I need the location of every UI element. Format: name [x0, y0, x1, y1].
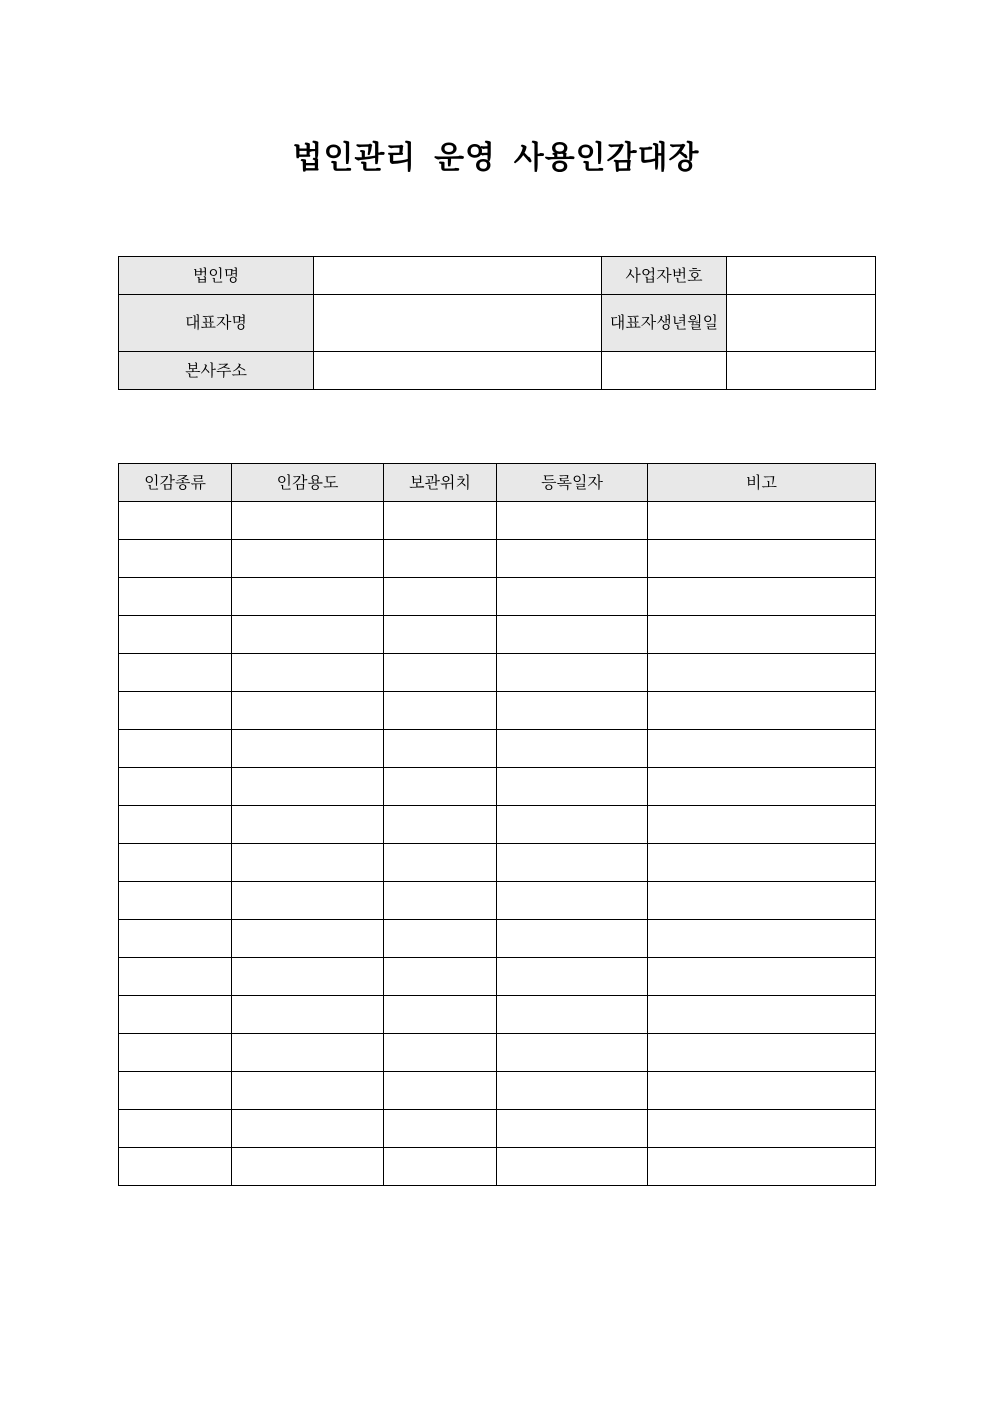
table-row [119, 844, 876, 882]
seal-purpose-cell[interactable] [232, 578, 384, 616]
storage-location-cell[interactable] [384, 920, 497, 958]
registration-date-cell[interactable] [497, 692, 648, 730]
rep-name-field[interactable] [314, 295, 602, 352]
registration-date-cell[interactable] [497, 1110, 648, 1148]
seal-type-cell[interactable] [119, 996, 232, 1034]
blank-cell[interactable] [602, 352, 727, 390]
seal-type-cell[interactable] [119, 1110, 232, 1148]
registration-date-cell[interactable] [497, 578, 648, 616]
registration-date-cell[interactable] [497, 654, 648, 692]
remarks-cell[interactable] [648, 502, 876, 540]
registration-date-cell[interactable] [497, 730, 648, 768]
seal-type-cell[interactable] [119, 692, 232, 730]
remarks-cell[interactable] [648, 1072, 876, 1110]
seal-type-cell[interactable] [119, 578, 232, 616]
storage-location-cell[interactable] [384, 958, 497, 996]
seal-type-cell[interactable] [119, 768, 232, 806]
table-row [119, 1072, 876, 1110]
seal-type-cell[interactable] [119, 806, 232, 844]
seal-purpose-cell[interactable] [232, 996, 384, 1034]
storage-location-cell[interactable] [384, 882, 497, 920]
seal-type-cell[interactable] [119, 654, 232, 692]
table-row [119, 920, 876, 958]
seal-type-cell[interactable] [119, 1034, 232, 1072]
ledger-body [119, 502, 876, 1186]
seal-ledger-table [118, 463, 876, 1186]
seal-purpose-cell[interactable] [232, 692, 384, 730]
registration-date-cell[interactable] [497, 768, 648, 806]
document-title: 법인관리 운영 사용인감대장 [292, 140, 700, 176]
remarks-cell[interactable] [648, 882, 876, 920]
column-header-seal-purpose: 인감용도 [232, 464, 384, 502]
table-row [119, 1034, 876, 1072]
table-row [119, 654, 876, 692]
seal-type-cell[interactable] [119, 882, 232, 920]
registration-date-cell[interactable] [497, 958, 648, 996]
storage-location-cell[interactable] [384, 502, 497, 540]
biz-number-label: 사업자번호 [602, 257, 727, 295]
seal-type-cell[interactable] [119, 920, 232, 958]
remarks-cell[interactable] [648, 996, 876, 1034]
registration-date-cell[interactable] [497, 616, 648, 654]
table-row [119, 502, 876, 540]
remarks-cell[interactable] [648, 806, 876, 844]
registration-date-cell[interactable] [497, 920, 648, 958]
storage-location-cell[interactable] [384, 730, 497, 768]
table-row [119, 616, 876, 654]
biz-number-field[interactable] [727, 257, 876, 295]
rep-name-label: 대표자명 [119, 295, 314, 352]
table-row [119, 578, 876, 616]
corp-name-field[interactable] [314, 257, 602, 295]
registration-date-cell[interactable] [497, 502, 648, 540]
column-header-remarks: 비고 [648, 464, 876, 502]
seal-purpose-cell[interactable] [232, 1148, 384, 1186]
table-row [119, 768, 876, 806]
storage-location-cell[interactable] [384, 540, 497, 578]
storage-location-cell[interactable] [384, 1110, 497, 1148]
seal-type-cell[interactable] [119, 958, 232, 996]
storage-location-cell[interactable] [384, 996, 497, 1034]
company-info-row [119, 295, 876, 352]
corp-name-label: 법인명 [119, 257, 314, 295]
table-row [119, 958, 876, 996]
seal-type-cell[interactable] [119, 730, 232, 768]
remarks-cell[interactable] [648, 578, 876, 616]
remarks-cell[interactable] [648, 1034, 876, 1072]
remarks-cell[interactable] [648, 920, 876, 958]
table-row [119, 540, 876, 578]
remarks-cell[interactable] [648, 730, 876, 768]
table-row [119, 882, 876, 920]
seal-purpose-cell[interactable] [232, 654, 384, 692]
seal-purpose-cell[interactable] [232, 1072, 384, 1110]
registration-date-cell[interactable] [497, 996, 648, 1034]
blank-cell[interactable] [727, 352, 876, 390]
seal-type-cell[interactable] [119, 502, 232, 540]
seal-type-cell[interactable] [119, 616, 232, 654]
company-info-row [119, 352, 876, 390]
column-header-storage-location: 보관위치 [384, 464, 497, 502]
table-row [119, 1148, 876, 1186]
hq-address-field[interactable] [314, 352, 602, 390]
storage-location-cell[interactable] [384, 654, 497, 692]
seal-type-cell[interactable] [119, 844, 232, 882]
seal-purpose-cell[interactable] [232, 844, 384, 882]
column-header-registration-date: 등록일자 [497, 464, 648, 502]
seal-purpose-cell[interactable] [232, 806, 384, 844]
registration-date-cell[interactable] [497, 882, 648, 920]
remarks-cell[interactable] [648, 654, 876, 692]
storage-location-cell[interactable] [384, 692, 497, 730]
seal-purpose-cell[interactable] [232, 502, 384, 540]
remarks-cell[interactable] [648, 958, 876, 996]
table-row [119, 1110, 876, 1148]
registration-date-cell[interactable] [497, 1034, 648, 1072]
remarks-cell[interactable] [648, 844, 876, 882]
storage-location-cell[interactable] [384, 768, 497, 806]
storage-location-cell[interactable] [384, 578, 497, 616]
storage-location-cell[interactable] [384, 806, 497, 844]
remarks-cell[interactable] [648, 540, 876, 578]
remarks-cell[interactable] [648, 768, 876, 806]
seal-purpose-cell[interactable] [232, 958, 384, 996]
seal-purpose-cell[interactable] [232, 730, 384, 768]
registration-date-cell[interactable] [497, 806, 648, 844]
column-header-seal-type: 인감종류 [119, 464, 232, 502]
storage-location-cell[interactable] [384, 1072, 497, 1110]
seal-purpose-cell[interactable] [232, 1110, 384, 1148]
storage-location-cell[interactable] [384, 1148, 497, 1186]
remarks-cell[interactable] [648, 616, 876, 654]
rep-birth-field[interactable] [727, 295, 876, 352]
table-row [119, 730, 876, 768]
seal-purpose-cell[interactable] [232, 768, 384, 806]
company-info-row [119, 257, 876, 295]
seal-purpose-cell[interactable] [232, 540, 384, 578]
seal-purpose-cell[interactable] [232, 920, 384, 958]
seal-purpose-cell[interactable] [232, 616, 384, 654]
rep-birth-label: 대표자생년월일 [602, 295, 727, 352]
hq-address-label: 본사주소 [119, 352, 314, 390]
table-row [119, 692, 876, 730]
seal-purpose-cell[interactable] [232, 1034, 384, 1072]
table-row [119, 996, 876, 1034]
seal-purpose-cell[interactable] [232, 882, 384, 920]
seal-type-cell[interactable] [119, 1148, 232, 1186]
table-row [119, 806, 876, 844]
company-info-table [118, 256, 876, 390]
registration-date-cell[interactable] [497, 844, 648, 882]
seal-type-cell[interactable] [119, 540, 232, 578]
seal-type-cell[interactable] [119, 1072, 232, 1110]
ledger-header-row [119, 464, 876, 502]
remarks-cell[interactable] [648, 1110, 876, 1148]
storage-location-cell[interactable] [384, 1034, 497, 1072]
remarks-cell[interactable] [648, 692, 876, 730]
remarks-cell[interactable] [648, 1148, 876, 1186]
registration-date-cell[interactable] [497, 1148, 648, 1186]
storage-location-cell[interactable] [384, 844, 497, 882]
registration-date-cell[interactable] [497, 1072, 648, 1110]
storage-location-cell[interactable] [384, 616, 497, 654]
registration-date-cell[interactable] [497, 540, 648, 578]
